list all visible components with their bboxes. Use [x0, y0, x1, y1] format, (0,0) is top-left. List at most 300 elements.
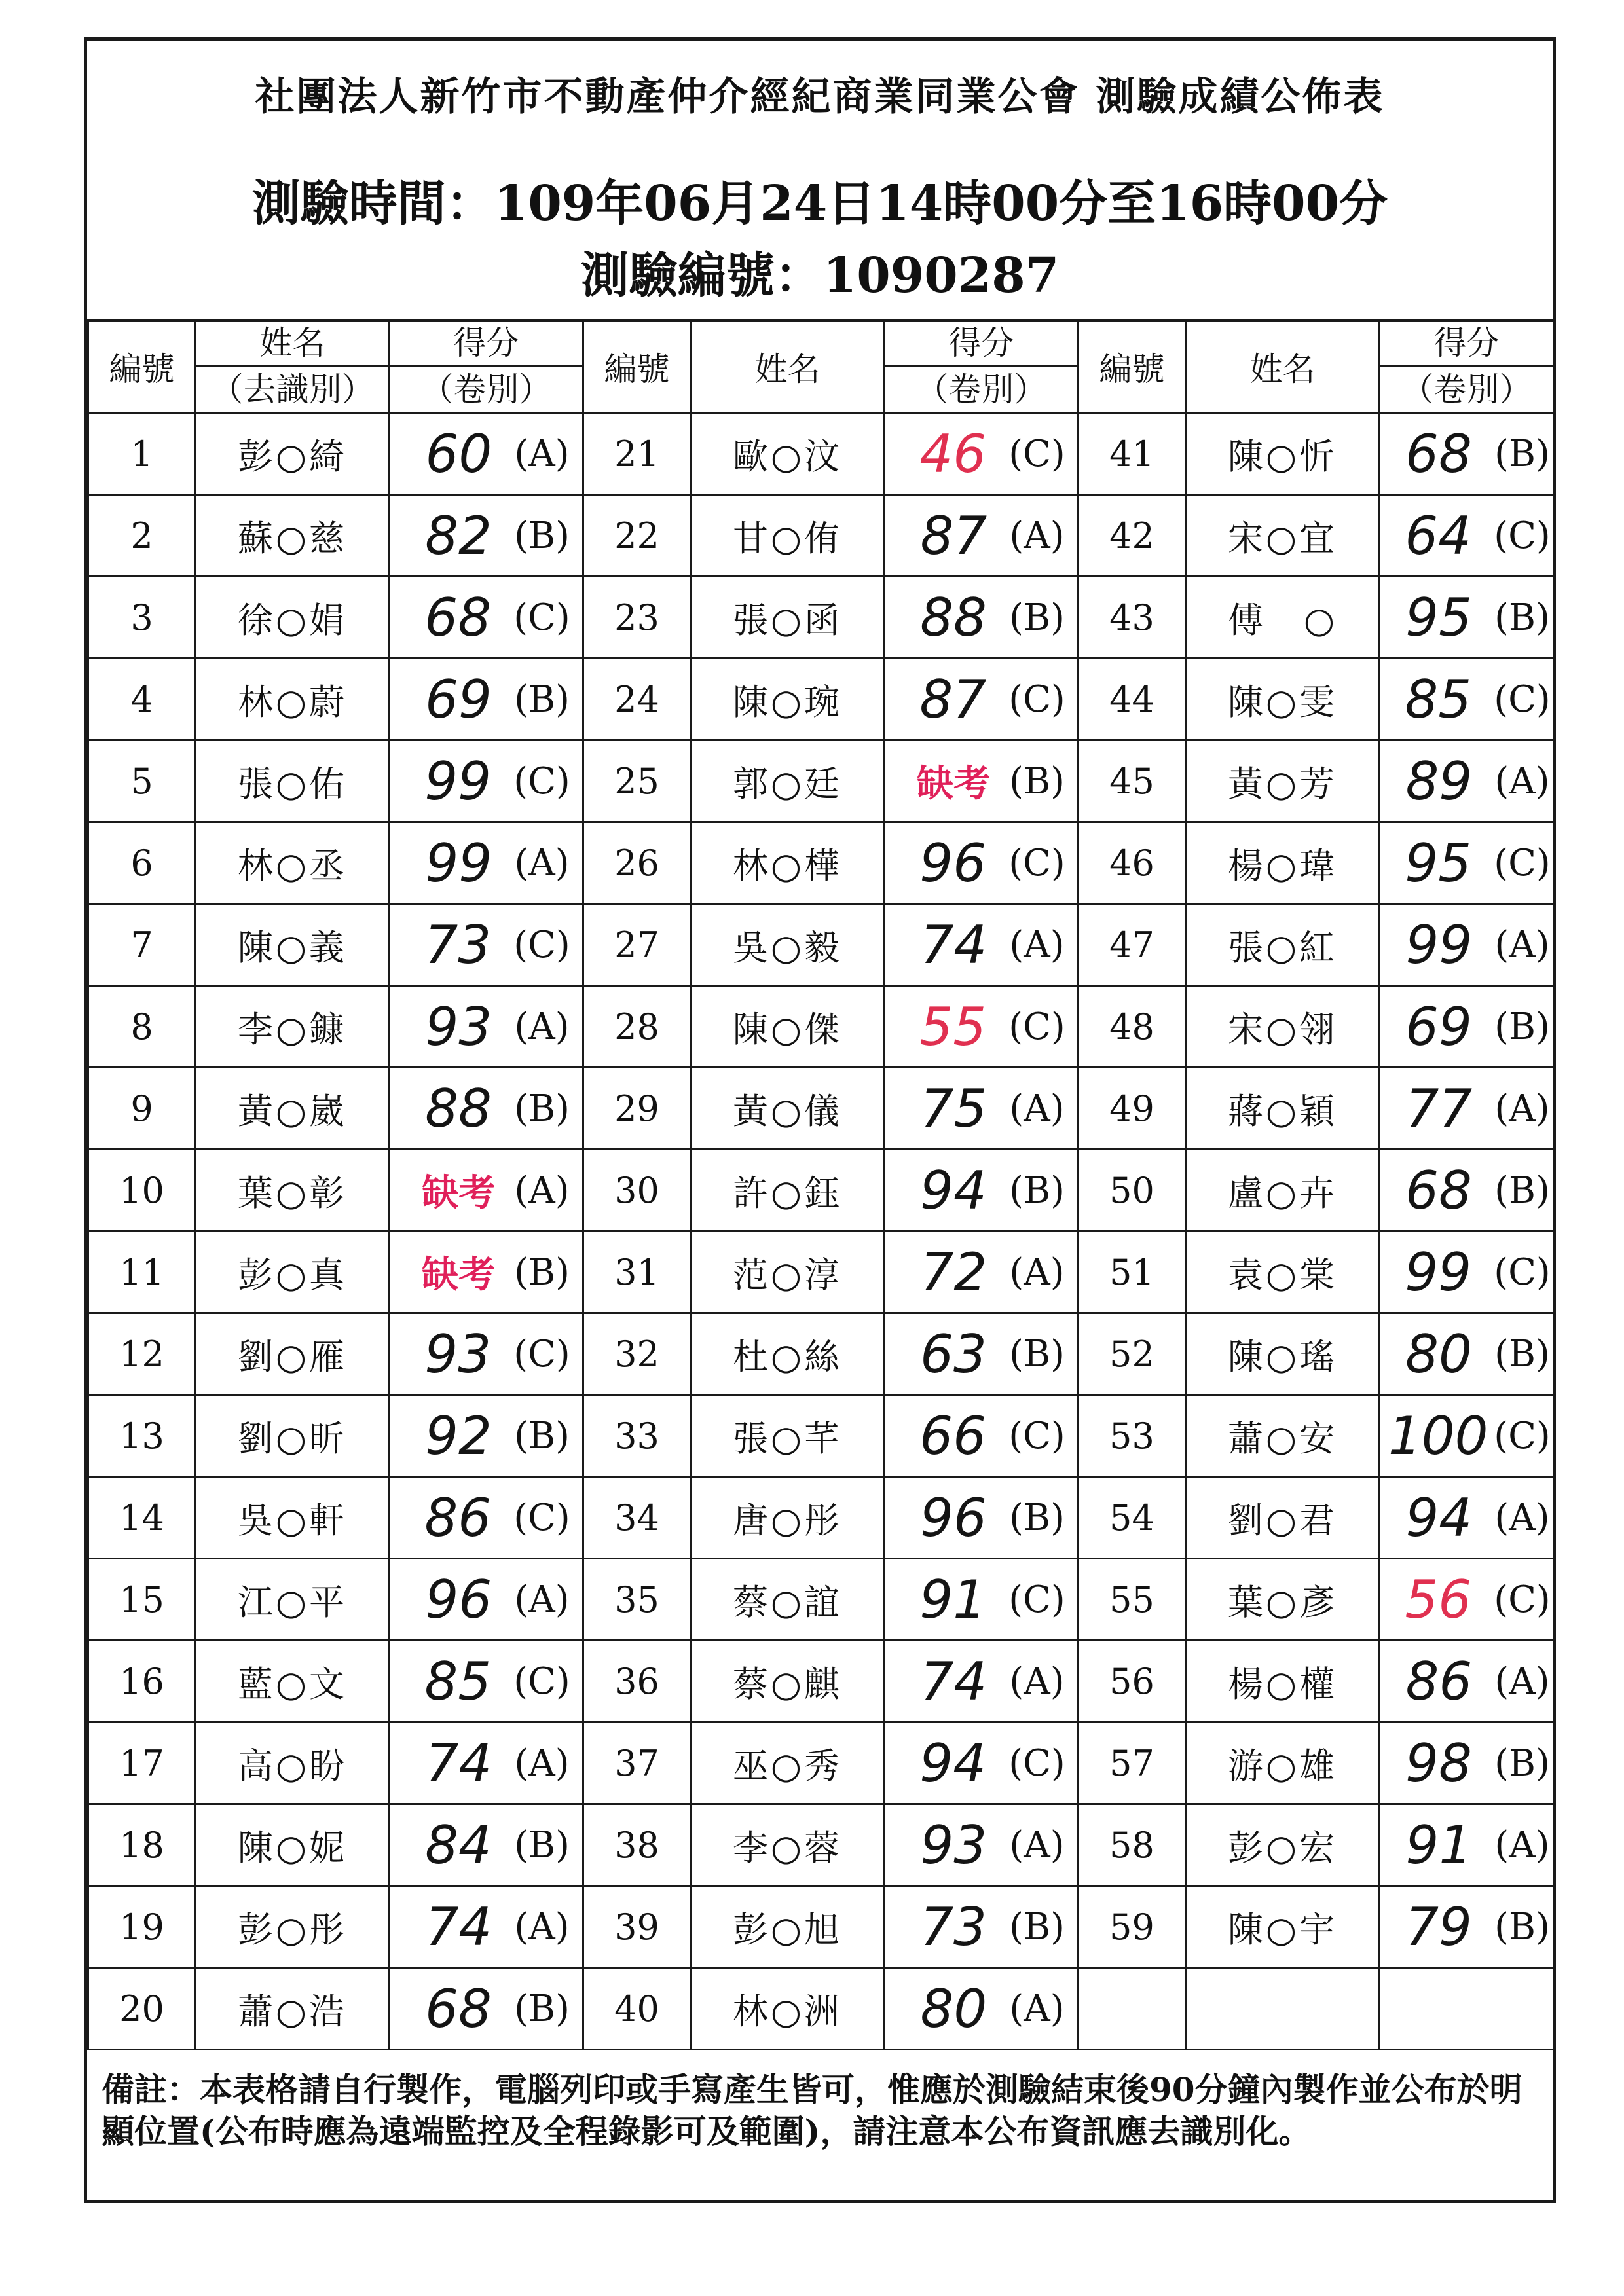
entry-number: 16	[88, 1641, 196, 1722]
table-row	[88, 1559, 1554, 1641]
entry-name: 劉○雁	[196, 1313, 390, 1395]
header-num: 編號	[88, 320, 196, 413]
score-value: 68	[1405, 423, 1472, 484]
score-value: 96	[425, 1569, 492, 1630]
score-value: 68	[424, 587, 492, 648]
paper-version: (C)	[1494, 1414, 1551, 1457]
entry-number: 38	[583, 1804, 691, 1886]
entry-number: 41	[1079, 413, 1186, 495]
entry-score	[1380, 904, 1554, 986]
entry-score	[390, 1231, 583, 1313]
entry-score	[390, 740, 583, 822]
entry-number: 54	[1079, 1477, 1186, 1559]
paper-version: (B)	[514, 1823, 570, 1867]
entry-score	[1380, 1886, 1554, 1968]
paper-version: (A)	[1009, 1250, 1065, 1294]
entry-name: 甘○侑	[691, 495, 885, 577]
entry-score	[390, 1804, 583, 1886]
entry-number: 34	[583, 1477, 691, 1559]
entry-name: 楊○瑋	[1186, 822, 1380, 904]
entry-number: 31	[583, 1231, 691, 1313]
score-value: 86	[424, 1487, 492, 1548]
table-row	[88, 1313, 1554, 1395]
entry-name: 陳○瑤	[1186, 1313, 1380, 1395]
table-row	[88, 1968, 1554, 2050]
paper-version: (C)	[513, 1332, 570, 1376]
entry-name: 袁○棠	[1186, 1231, 1380, 1313]
paper-version: (B)	[1494, 1005, 1550, 1048]
entry-name: 陳○妮	[196, 1804, 390, 1886]
entry-name: 陳○雯	[1186, 659, 1380, 740]
entry-name: 蘇○慈	[196, 495, 390, 577]
table-row	[88, 659, 1554, 740]
score-table-body	[88, 320, 1554, 2050]
score-value: 85	[1405, 668, 1472, 730]
entry-number: 56	[1079, 1641, 1186, 1722]
header-score	[885, 320, 1079, 413]
paper-version: (C)	[1008, 678, 1065, 721]
table-row	[88, 740, 1554, 822]
paper-version: (B)	[514, 1250, 570, 1294]
entry-name: 盧○卉	[1186, 1150, 1380, 1231]
paper-version: (A)	[1494, 1660, 1550, 1703]
score-value: 85	[424, 1650, 492, 1712]
score-value: 55	[919, 996, 987, 1057]
paper-version: (C)	[1008, 1414, 1065, 1457]
absent-mark: 缺考	[422, 1254, 496, 1296]
entry-number: 14	[88, 1477, 196, 1559]
entry-score	[390, 1477, 583, 1559]
entry-number: 7	[88, 904, 196, 986]
score-value: 91	[1405, 1814, 1473, 1876]
entry-number: 50	[1079, 1150, 1186, 1231]
entry-name: 許○鈺	[691, 1150, 885, 1231]
entry-number: 20	[88, 1968, 196, 2050]
paper-version: (B)	[1009, 759, 1065, 803]
entry-number: 13	[88, 1395, 196, 1477]
paper-version: (A)	[1009, 923, 1065, 966]
score-value: 88	[425, 1078, 492, 1139]
paper-version: (A)	[1009, 1087, 1065, 1130]
entry-number: 53	[1079, 1395, 1186, 1477]
entry-number: 22	[583, 495, 691, 577]
entry-number: 25	[583, 740, 691, 822]
paper-version: (C)	[513, 923, 570, 966]
entry-name: 杜○絲	[691, 1313, 885, 1395]
entry-name: 劉○昕	[196, 1395, 390, 1477]
entry-score	[885, 577, 1079, 659]
score-value: 68	[425, 1978, 492, 2039]
entry-number: 39	[583, 1886, 691, 1968]
paper-version: (A)	[1494, 759, 1550, 803]
entry-name: 張○芊	[691, 1395, 885, 1477]
entry-name: 林○洲	[691, 1968, 885, 2050]
paper-version: (A)	[514, 1905, 570, 1948]
table-row	[88, 1804, 1554, 1886]
header-num: 編號	[583, 320, 691, 413]
entry-number: 44	[1079, 659, 1186, 740]
score-value: 60	[425, 423, 492, 484]
entry-number: 15	[88, 1559, 196, 1641]
entry-score	[885, 822, 1079, 904]
entry-number: 18	[88, 1804, 196, 1886]
table-row	[88, 1150, 1554, 1231]
entry-number: 30	[583, 1150, 691, 1231]
entry-number: 35	[583, 1559, 691, 1641]
entry-name: 傅 ○	[1186, 577, 1380, 659]
entry-score	[1380, 495, 1554, 577]
score-value: 68	[1405, 1159, 1472, 1221]
entry-score	[885, 1395, 1079, 1477]
score-value: 74	[425, 1732, 492, 1794]
score-value: 63	[920, 1323, 987, 1385]
table-row	[88, 1886, 1554, 1968]
paper-version: (C)	[1008, 432, 1065, 475]
score-value: 56	[1405, 1569, 1472, 1630]
entry-name: 高○盼	[196, 1722, 390, 1804]
score-value: 99	[424, 750, 492, 812]
score-value: 99	[425, 832, 492, 894]
header-name	[196, 320, 390, 413]
entry-name: 葉○彰	[196, 1150, 390, 1231]
paper-version: (A)	[514, 841, 570, 884]
absent-mark: 缺考	[917, 763, 991, 805]
paper-version: (B)	[1494, 1905, 1550, 1948]
entry-score	[1380, 577, 1554, 659]
entry-number: 10	[88, 1150, 196, 1231]
score-value: 80	[920, 1978, 987, 2039]
score-value: 66	[919, 1405, 987, 1467]
entry-score	[1380, 1395, 1554, 1477]
entry-name: 郭○廷	[691, 740, 885, 822]
paper-version: (B)	[1009, 1169, 1065, 1212]
header-name: 姓名	[691, 320, 885, 413]
table-row	[88, 822, 1554, 904]
paper-version: (A)	[514, 432, 570, 475]
sheet-header	[87, 41, 1553, 322]
entry-score	[885, 1641, 1079, 1722]
entry-name: 彭○彤	[196, 1886, 390, 1968]
score-value: 94	[919, 1732, 987, 1794]
entry-score	[885, 1804, 1079, 1886]
score-value: 46	[919, 423, 987, 484]
entry-score	[390, 1722, 583, 1804]
paper-version: (B)	[1009, 1905, 1065, 1948]
paper-version: (C)	[1008, 1578, 1065, 1621]
entry-name	[1186, 1968, 1380, 2050]
paper-version: (B)	[1494, 1332, 1550, 1376]
entry-name: 蔡○誼	[691, 1559, 885, 1641]
table-row	[88, 495, 1554, 577]
entry-name: 李○蓉	[691, 1804, 885, 1886]
entry-name: 彭○旭	[691, 1886, 885, 1968]
entry-name: 陳○忻	[1186, 413, 1380, 495]
table-row	[88, 1395, 1554, 1477]
entry-score	[390, 1559, 583, 1641]
entry-name: 黃○儀	[691, 1068, 885, 1150]
paper-version: (B)	[514, 1087, 570, 1130]
header-name: 姓名	[1186, 320, 1380, 413]
paper-version: (C)	[1494, 1250, 1551, 1294]
entry-score	[390, 986, 583, 1068]
paper-version: (A)	[514, 1741, 570, 1785]
table-row	[88, 1068, 1554, 1150]
score-value: 73	[920, 1896, 987, 1958]
entry-score	[1380, 1231, 1554, 1313]
entry-score	[390, 1068, 583, 1150]
entry-name: 葉○彥	[1186, 1559, 1380, 1641]
paper-version: (B)	[1494, 1741, 1550, 1785]
sheet-title: 社團法人新竹市不動產仲介經紀商業同業公會 測驗成績公佈表	[255, 74, 1385, 120]
score-value: 89	[1405, 750, 1473, 812]
entry-name: 陳○傑	[691, 986, 885, 1068]
remarks-note: 備註：本表格請自行製作，電腦列印或手寫產生皆可，惟應於測驗結束後90分鐘內製作並公布於明顯位置(公布時應為遠端監控及全程錄影可及範圍)，請注意本公布資訊應去識別化。	[101, 2070, 1522, 2151]
entry-score	[885, 413, 1079, 495]
entry-score	[390, 1968, 583, 2050]
entry-score	[390, 904, 583, 986]
entry-name: 藍○文	[196, 1641, 390, 1722]
entry-score	[1380, 413, 1554, 495]
entry-score	[885, 1559, 1079, 1641]
entry-score	[885, 1968, 1079, 2050]
score-value: 93	[425, 996, 492, 1057]
score-value: 75	[920, 1078, 987, 1139]
entry-number: 45	[1079, 740, 1186, 822]
entry-number: 42	[1079, 495, 1186, 577]
entry-name: 黃○芳	[1186, 740, 1380, 822]
paper-version: (B)	[1494, 596, 1550, 639]
entry-number: 3	[88, 577, 196, 659]
entry-name: 李○鏮	[196, 986, 390, 1068]
entry-score	[885, 1068, 1079, 1150]
entry-number: 57	[1079, 1722, 1186, 1804]
score-table	[87, 319, 1555, 2050]
table-row	[88, 1722, 1554, 1804]
entry-number: 48	[1079, 986, 1186, 1068]
header-score-top: 得分	[885, 321, 1077, 367]
table-row	[88, 1641, 1554, 1722]
entry-number: 27	[583, 904, 691, 986]
score-value: 69	[1405, 996, 1472, 1057]
entry-number: 1	[88, 413, 196, 495]
entry-number: 11	[88, 1231, 196, 1313]
paper-version: (C)	[1494, 514, 1551, 557]
paper-version: (A)	[514, 1169, 570, 1212]
entry-number: 23	[583, 577, 691, 659]
entry-number: 4	[88, 659, 196, 740]
entry-name: 蕭○安	[1186, 1395, 1380, 1477]
entry-number: 33	[583, 1395, 691, 1477]
entry-score	[1380, 1313, 1554, 1395]
paper-version: (C)	[1494, 1578, 1551, 1621]
entry-score	[885, 1150, 1079, 1231]
entry-name: 游○雄	[1186, 1722, 1380, 1804]
entry-score	[885, 1886, 1079, 1968]
entry-number: 5	[88, 740, 196, 822]
entry-score	[390, 1641, 583, 1722]
entry-name: 宋○翎	[1186, 986, 1380, 1068]
score-value: 77	[1405, 1078, 1473, 1139]
entry-name: 江○平	[196, 1559, 390, 1641]
entry-number: 12	[88, 1313, 196, 1395]
score-value: 95	[1405, 832, 1472, 894]
entry-score	[1380, 1722, 1554, 1804]
score-value: 84	[425, 1814, 492, 1876]
paper-version: (B)	[1009, 1332, 1065, 1376]
score-value: 64	[1405, 505, 1472, 566]
score-value: 93	[424, 1323, 492, 1385]
table-row	[88, 1477, 1554, 1559]
entry-number: 55	[1079, 1559, 1186, 1641]
exam-time: 測驗時間：109年06月24日14時00分至16時00分	[251, 175, 1388, 232]
entry-name: 張○函	[691, 577, 885, 659]
paper-version: (B)	[1494, 432, 1550, 475]
paper-version: (A)	[1009, 1987, 1065, 2030]
paper-version: (A)	[1494, 1823, 1550, 1867]
entry-name: 彭○真	[196, 1231, 390, 1313]
entry-number: 51	[1079, 1231, 1186, 1313]
entry-score	[885, 1231, 1079, 1313]
entry-score	[1380, 1068, 1554, 1150]
entry-score	[390, 1395, 583, 1477]
exam-code: 測驗編號：1090287	[580, 247, 1060, 304]
score-value: 94	[1405, 1487, 1473, 1548]
score-value: 82	[425, 505, 492, 566]
entry-number: 40	[583, 1968, 691, 2050]
paper-version: (B)	[514, 1987, 570, 2030]
entry-score	[390, 822, 583, 904]
header-score-bottom: （卷別）	[1401, 371, 1532, 409]
paper-version: (A)	[1494, 1087, 1550, 1130]
entry-score	[1380, 1477, 1554, 1559]
header-score-top: 得分	[390, 321, 582, 367]
table-row	[88, 904, 1554, 986]
entry-name: 陳○宇	[1186, 1886, 1380, 1968]
header-score	[1380, 320, 1554, 413]
entry-score	[885, 495, 1079, 577]
entry-number: 36	[583, 1641, 691, 1722]
table-row	[88, 577, 1554, 659]
entry-score	[1380, 822, 1554, 904]
paper-version: (A)	[514, 1578, 570, 1621]
score-value: 99	[1405, 914, 1473, 975]
entry-number: 59	[1079, 1886, 1186, 1968]
paper-version: (B)	[514, 678, 570, 721]
header-score-top: 得分	[1380, 321, 1553, 367]
entry-number: 17	[88, 1722, 196, 1804]
paper-version: (C)	[513, 1660, 570, 1703]
entry-number	[1079, 1968, 1186, 2050]
entry-score	[885, 659, 1079, 740]
paper-version: (B)	[514, 514, 570, 557]
absent-mark: 缺考	[422, 1172, 496, 1214]
entry-name: 楊○權	[1186, 1641, 1380, 1722]
entry-name: 范○淳	[691, 1231, 885, 1313]
entry-score	[390, 1886, 583, 1968]
entry-name: 林○丞	[196, 822, 390, 904]
score-value: 95	[1405, 587, 1472, 648]
entry-name: 徐○娟	[196, 577, 390, 659]
entry-name: 張○紅	[1186, 904, 1380, 986]
header-score	[390, 320, 583, 413]
entry-score	[885, 1477, 1079, 1559]
entry-name: 林○樺	[691, 822, 885, 904]
table-header-row	[88, 320, 1554, 413]
entry-name: 黃○崴	[196, 1068, 390, 1150]
entry-name: 歐○汶	[691, 413, 885, 495]
paper-version: (B)	[1009, 596, 1065, 639]
score-value: 87	[920, 505, 987, 566]
score-value: 99	[1405, 1241, 1472, 1303]
score-value: 69	[425, 668, 492, 730]
entry-score	[390, 1150, 583, 1231]
paper-version: (A)	[1009, 1660, 1065, 1703]
entry-score	[1380, 986, 1554, 1068]
entry-name: 蕭○浩	[196, 1968, 390, 2050]
paper-version: (A)	[1494, 923, 1550, 966]
paper-version: (C)	[1008, 841, 1065, 884]
score-sheet	[84, 37, 1556, 2203]
score-value: 87	[919, 668, 987, 730]
entry-name: 蔡○麒	[691, 1641, 885, 1722]
score-value: 72	[920, 1241, 987, 1303]
paper-version: (C)	[513, 759, 570, 803]
entry-name: 陳○義	[196, 904, 390, 986]
header-num: 編號	[1079, 320, 1186, 413]
paper-version: (A)	[1494, 1496, 1550, 1539]
entry-score	[1380, 1150, 1554, 1231]
entry-number: 32	[583, 1313, 691, 1395]
score-value: 73	[424, 914, 492, 975]
entry-score	[390, 413, 583, 495]
entry-number: 8	[88, 986, 196, 1068]
score-value: 93	[920, 1814, 987, 1876]
table-row	[88, 413, 1554, 495]
entry-score	[885, 740, 1079, 822]
score-value: 100	[1388, 1405, 1488, 1467]
paper-version: (A)	[1009, 1823, 1065, 1867]
paper-version: (C)	[1494, 678, 1551, 721]
entry-number: 19	[88, 1886, 196, 1968]
entry-name: 宋○宜	[1186, 495, 1380, 577]
entry-number: 2	[88, 495, 196, 577]
score-value: 74	[920, 1650, 987, 1712]
entry-score	[1380, 740, 1554, 822]
table-row	[88, 986, 1554, 1068]
paper-version: (C)	[1494, 841, 1551, 884]
header-name-bottom: （去識別）	[210, 371, 375, 409]
paper-version: (C)	[1008, 1005, 1065, 1048]
header-name-top: 姓名	[196, 321, 388, 367]
entry-score	[1380, 1559, 1554, 1641]
score-value: 86	[1405, 1650, 1473, 1712]
entry-score	[1380, 1641, 1554, 1722]
entry-number: 28	[583, 986, 691, 1068]
score-value: 79	[1405, 1896, 1472, 1958]
entry-number: 6	[88, 822, 196, 904]
paper-version: (C)	[1008, 1741, 1065, 1785]
entry-score	[390, 659, 583, 740]
score-value: 88	[920, 587, 987, 648]
entry-score	[1380, 1804, 1554, 1886]
score-value: 94	[920, 1159, 987, 1221]
paper-version: (B)	[514, 1414, 570, 1457]
entry-number: 26	[583, 822, 691, 904]
score-value: 96	[919, 832, 987, 894]
entry-score	[885, 986, 1079, 1068]
entry-number: 52	[1079, 1313, 1186, 1395]
header-score-bottom: （卷別）	[915, 371, 1047, 409]
